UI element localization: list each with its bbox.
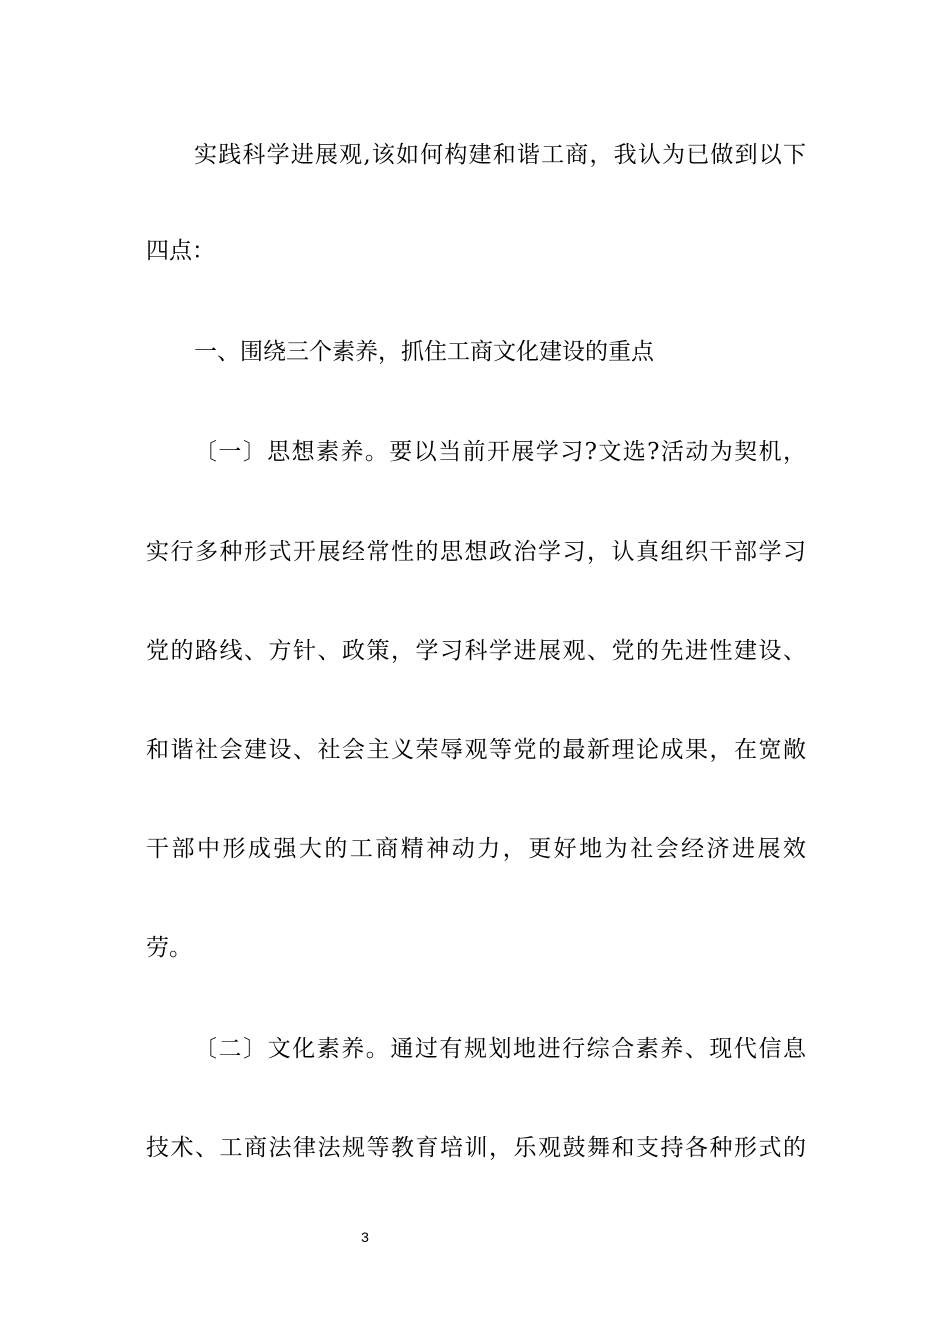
- paragraph-line: 四点：: [146, 238, 215, 264]
- paragraph-line: 干部中形成强大的工商精神动力，更好地为社会经济进展效: [146, 836, 806, 862]
- page-number: 3: [361, 1229, 369, 1245]
- paragraph-line: 实践科学进展观,该如何构建和谐工商，我认为已做到以下: [194, 142, 806, 168]
- paragraph-line: 和谐社会建设、社会主义荣辱观等党的最新理论成果，在宽敞: [146, 737, 806, 763]
- section-heading: 一、围绕三个素养，抓住工商文化建设的重点: [194, 339, 654, 365]
- paragraph-line: 实行多种形式开展经常性的思想政治学习，认真组织干部学习: [146, 539, 806, 565]
- paragraph-line: 〔一〕思想素养。要以当前开展学习?文选?活动为契机，: [194, 439, 806, 465]
- paragraph-line: 〔二〕文化素养。通过有规划地进行综合素养、现代信息: [194, 1036, 806, 1062]
- paragraph-line: 劳。: [146, 935, 192, 961]
- paragraph-line: 党的路线、方针、政策，学习科学进展观、党的先进性建设、: [146, 638, 806, 664]
- paragraph-line: 技术、工商法律法规等教育培训，乐观鼓舞和支持各种形式的: [146, 1135, 806, 1161]
